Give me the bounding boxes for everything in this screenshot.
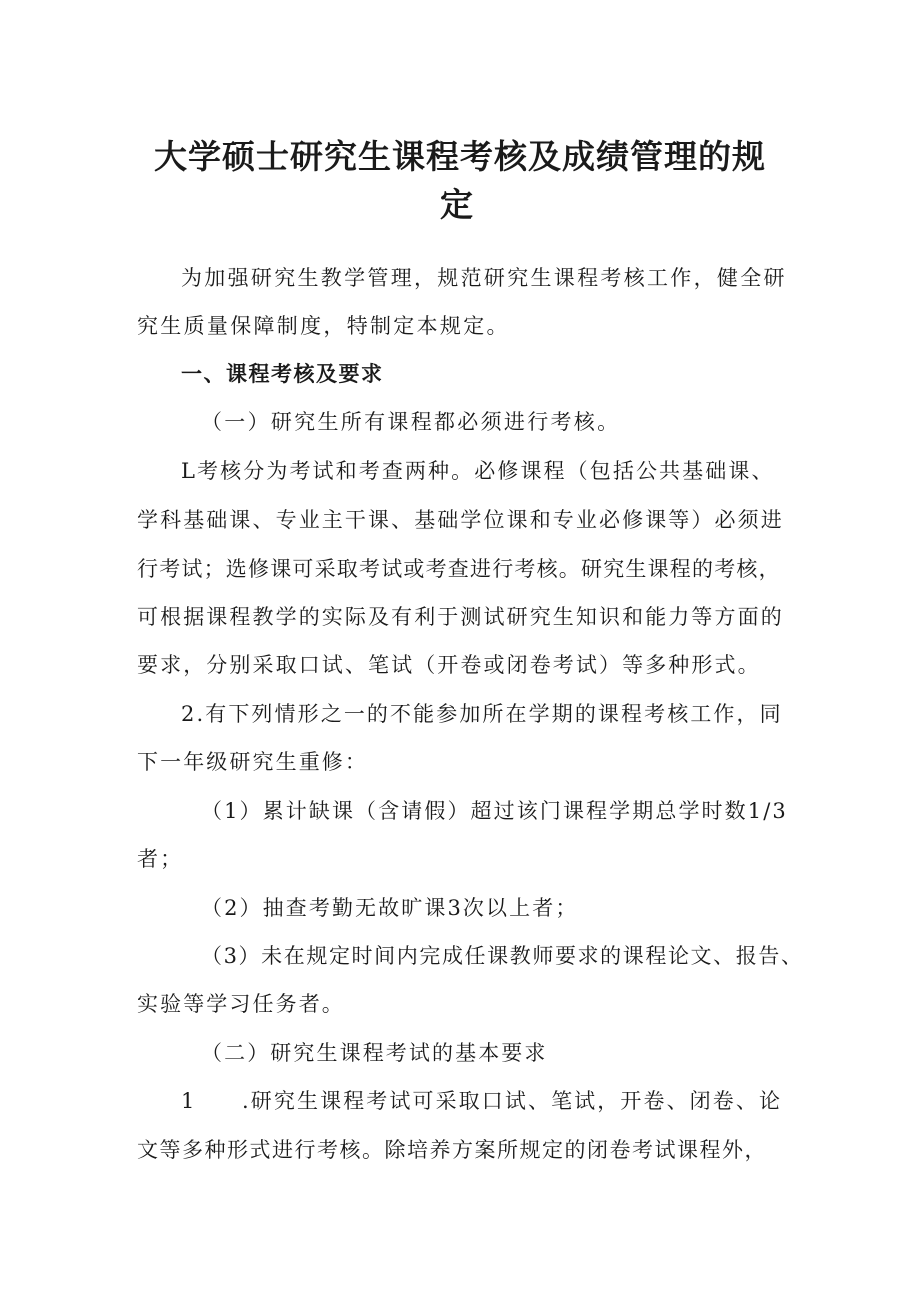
item-1-line-5: 要求，分别采取口试、笔试（开卷或闭卷考试）等多种形式。 <box>137 653 761 677</box>
condition-1-line-1: （1）累计缺课（含请假）超过该门课程学期总学时数1/3 <box>201 799 788 823</box>
item-2-line-2: 下一年级研究生重修： <box>137 750 368 774</box>
item-1-line-2: 学科基础课、专业主干课、基础学位课和专业必修课等）必须进 <box>137 508 784 532</box>
document-title-line-1: 大学硕士研究生课程考核及成绩管理的规 <box>154 137 766 176</box>
intro-paragraph-line-2: 究生质量保障制度，特制定本规定。 <box>137 314 510 338</box>
condition-1-line-2: 者； <box>137 847 184 871</box>
item-1-line-1: L考核分为考试和考查两种。必修课程（包括公共基础课、 <box>181 459 775 483</box>
condition-3-line-1: （3）未在规定时间内完成任课教师要求的课程论文、报告、 <box>201 944 804 968</box>
item-1-line-4: 可根据课程教学的实际及有利于测试研究生知识和能力等方面的 <box>137 605 784 629</box>
section-1-heading: 一、课程考核及要求 <box>181 362 384 386</box>
requirement-1-line-1: .研究生课程考试可采取口试、笔试，开卷、闭卷、论 <box>242 1089 783 1113</box>
requirement-1-line-2: 文等多种形式进行考核。除培养方案所规定的闭卷考试课程外， <box>137 1138 767 1162</box>
condition-3-line-2: 实验等学习任务者。 <box>137 992 345 1016</box>
intro-paragraph-line-1: 为加强研究生教学管理，规范研究生课程考核工作，健全研 <box>181 266 787 290</box>
item-2-line-1: 2.有下列情形之一的不能参加所在学期的课程考核工作，同 <box>181 702 783 726</box>
subsection-1-heading: （一）研究生所有课程都必须进行考核。 <box>201 410 621 434</box>
subsection-2-heading: （二）研究生课程考试的基本要求 <box>201 1041 548 1065</box>
document-title-line-2: 定 <box>440 185 474 224</box>
requirement-1-number: 1 <box>181 1089 195 1113</box>
item-1-line-3: 行考试；选修课可采取考试或考查进行考核。研究生课程的考核， <box>137 557 781 581</box>
condition-2: （2）抽查考勤无故旷课3次以上者； <box>201 896 579 920</box>
